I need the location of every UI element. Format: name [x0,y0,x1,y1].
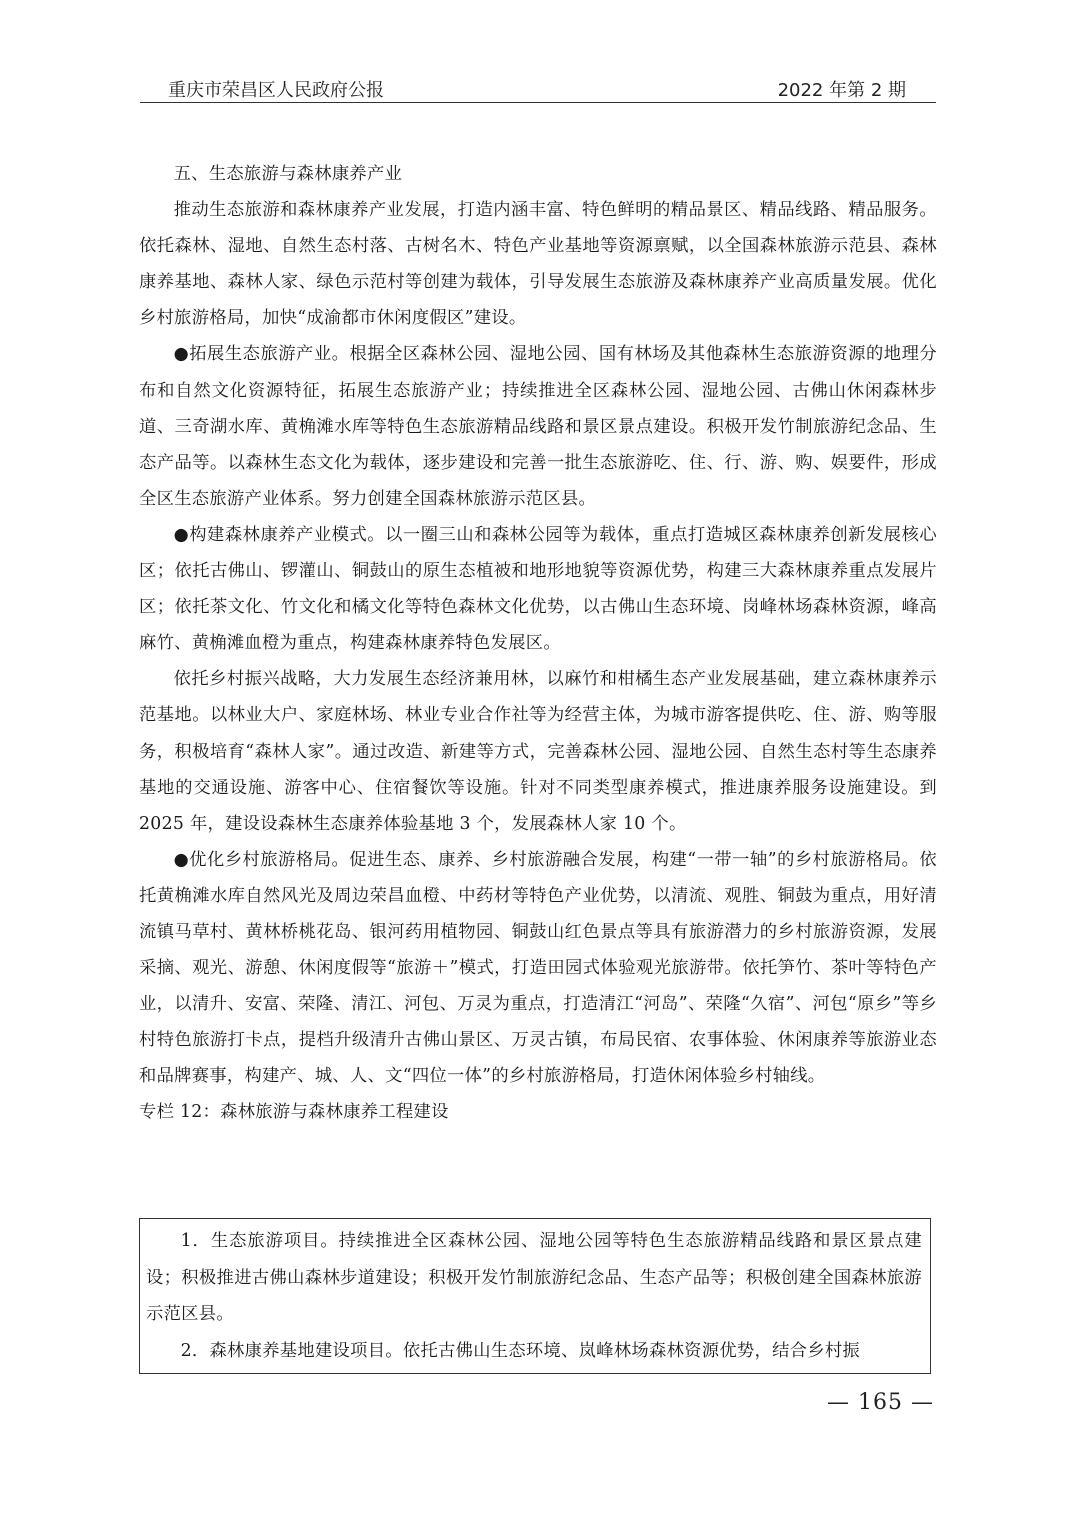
header-divider [140,102,936,103]
page-number: — 165 — [827,1390,934,1415]
project-box [139,1218,931,1374]
paragraph: 推动生态旅游和森林康养产业发展，打造内涵丰富、特色鲜明的精品景区、精品线路、精品服务。依托森林、湿地、自然生态村落、古树名木、特色产业基地等资源禀赋，以全国森林旅游示范县、森林康养基地、森林人家、绿色示范村等创建为载体，引导发展生态旅游及森林康养产业高质量发展。优化乡村旅游格局，加快“成渝都市休闲度假区”建设。 [139,200,937,329]
gazette-title: 重庆市荣昌区人民政府公报 [168,80,384,101]
box-title: 专栏 12：森林旅游与森林康养工程建设 [139,1102,449,1123]
paragraph: ●优化乡村旅游格局。促进生态、康养、乡村旅游融合发展，构建“一带一轴”的乡村旅游格局。依托黄桷滩水库自然风光及周边荣昌血橙、中药材等特色产业优势，以清流、观胜、铜鼓为重点，用好清流镇马草村、黄林桥桃花岛、银河药用植物园、铜鼓山红色景点等具有旅游潜力的乡村旅游资源，发展采摘、观光、游憩、休闲度假等“旅游＋”模式，打造田园式体验观光旅游带。依托笋竹、茶叶等特色产业，以清升、安富、荣隆、清江、河包、万灵为重点，打造清江“河岛”、荣隆“久宿”、河包“原乡”等乡村特色旅游打卡点，提档升级清升古佛山景区、万灵古镇，布局民宿、农事体验、休闲康养等旅游业态和品牌赛事，构建产、城、人、文“四位一体”的乡村旅游格局，打造休闲体验乡村轴线。 [139,849,937,1087]
paragraph: ●构建森林康养产业模式。以一圈三山和森林公园等为载体，重点打造城区森林康养创新发展核心区；依托古佛山、锣灌山、铜鼓山的原生态植被和地形地貌等资源优势，构建三大森林康养重点发展片区；依托茶文化、竹文化和橘文化等特色森林文化优势，以古佛山生态环境、岗峰林场森林资源，峰高麻竹、黄桷滩血橙为重点，构建森林康养特色发展区。 [139,524,937,654]
paragraph: 依托乡村振兴战略，大力发展生态经济兼用林，以麻竹和柑橘生态产业发展基础，建立森林康养示范基地。以林业大户、家庭林场、林业专业合作社等为经营主体，为城市游客提供吃、住、游、购等服务，积极培育“森林人家”。通过改造、新建等方式，完善森林公园、湿地公园、自然生态村等生态康养基地的交通设施、游客中心、住宿餐饮等设施。针对不同类型康养模式，推进康养服务设施建设。到 2025 年，建设设森林生态康养体验基地 3 个，发展森林人家 10 个。 [139,669,937,834]
main-content [139,156,937,1130]
box-item: 2．森林康养基地建设项目。依托古佛山生态环境、岚峰林场森林资源优势，结合乡村振 [180,1340,860,1361]
issue-number: 2022 年第 2 期 [777,80,906,101]
paragraph: ●拓展生态旅游产业。根据全区森林公园、湿地公园、国有林场及其他森林生态旅游资源的地理分布和自然文化资源特征，拓展生态旅游产业；持续推进全区森林公园、湿地公园、古佛山休闲森林步道、三奇湖水库、黄桷滩水库等特色生态旅游精品线路和景区景点建设。积极开发竹制旅游纪念品、生态产品等。以森林生态文化为载体，逐步建设和完善一批生态旅游吃、住、行、游、购、娱要件，形成全区生态旅游产业体系。努力创建全国森林旅游示范区县。 [139,344,937,509]
box-item: 1．生态旅游项目。持续推进全区森林公园、湿地公园等特色生态旅游精品线路和景区景点建设；积极推进古佛山森林步道建设；积极开发竹制旅游纪念品、生态产品等；积极创建全国森林旅游示范区县。 [146,1231,922,1324]
page-header [140,74,936,104]
section-heading: 五、生态旅游与森林康养产业 [173,164,403,184]
